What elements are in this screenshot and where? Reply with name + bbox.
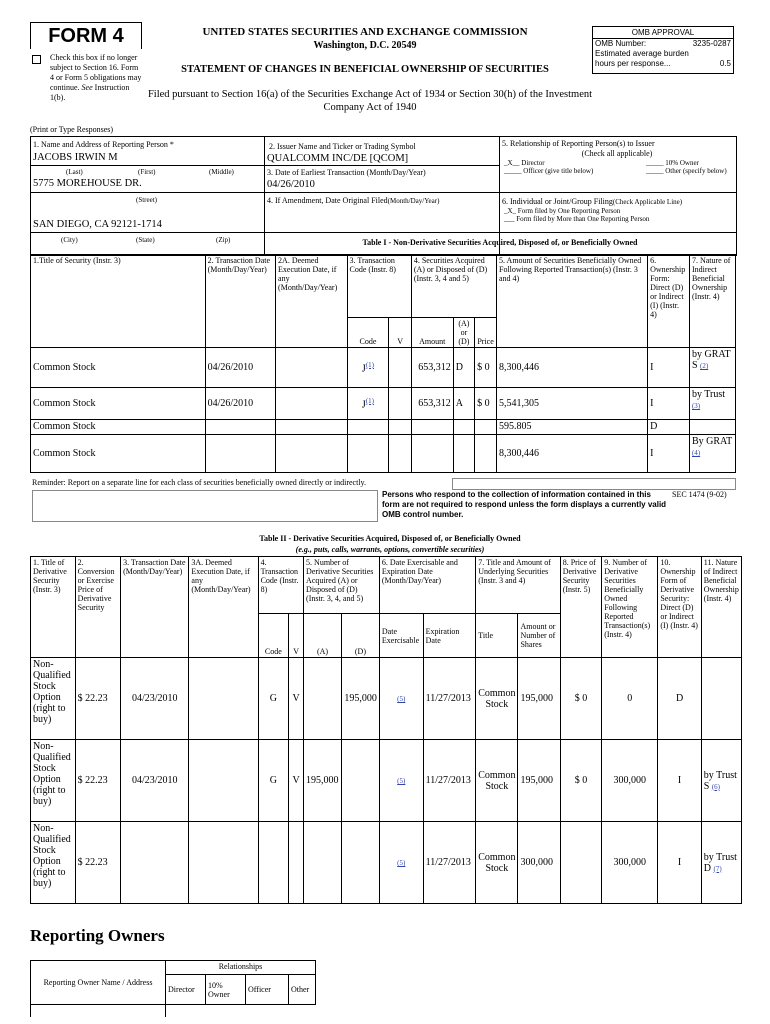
checkbox-instruction: Instruction 1(b).: [50, 83, 130, 102]
t2-header-underlying: 7. Title and Amount of Underlying Securities (Instr. 3 and 4): [476, 557, 560, 614]
t2-cell-d: [341, 822, 379, 904]
no-longer-subject-checkbox[interactable]: [32, 55, 41, 64]
t2-header-owned: 9. Number of Derivative Securities Beneficially Owned Following Reported Transaction(s) (Instr. 4): [602, 557, 658, 658]
sec-code: SEC 1474 (9-02): [672, 490, 727, 499]
table-derivative: [30, 556, 742, 904]
t2-cell-title: Common Stock: [476, 822, 518, 904]
t1-cell-deemed: [276, 420, 347, 435]
filed-by-one[interactable]: _X_ Form filed by One Reporting Person: [504, 207, 621, 215]
t1-cell-code: [347, 435, 389, 473]
t1-cell-deemed: [276, 348, 347, 388]
t2-cell-deemed: [189, 740, 258, 822]
t2-cell-date: [121, 822, 189, 904]
t2-cell-shares: 195,000: [518, 658, 560, 740]
t2-cell-owned: 0: [602, 658, 658, 740]
t1-cell-v: [389, 348, 411, 388]
box6-small: (Check Applicable Line): [612, 198, 683, 206]
relationships-header: Relationships: [166, 961, 316, 975]
t1-cell-nature: [689, 435, 735, 473]
t2-cell-exercisable: [379, 740, 423, 822]
table-row: [31, 348, 736, 388]
t1-cell-aord: [453, 435, 474, 473]
t1-nature-value: by GRAT S: [691, 349, 731, 371]
statement-title: STATEMENT OF CHANGES IN BENEFICIAL OWNERSHIP OF SECURITIES: [181, 64, 549, 75]
t1-cell-aord: A: [453, 388, 474, 420]
ten-pct-header: 10% Owner: [206, 975, 246, 1005]
t2-header-nature: 11. Nature of Indirect Beneficial Ownership (Instr. 4): [701, 557, 741, 658]
filed-pursuant: Filed pursuant to Section 16(a) of the Securities Exchange Act of 1934 or Section 30(h) of the Investment Company Act of 1940: [147, 89, 593, 113]
t1-cell-date: 04/26/2010: [205, 388, 275, 420]
t1-sub-v: V: [389, 318, 411, 348]
t2-cell-deemed: [189, 658, 258, 740]
t2-cell-shares: 195,000: [518, 740, 560, 822]
table2-title: Table II - Derivative Securities Acquired, Disposed of, or Beneficially Owned: [259, 534, 521, 543]
t2-cell-deemed: [189, 822, 258, 904]
omb-number-label: OMB Number:: [595, 39, 647, 48]
t2-cell-dprice: $ 0: [560, 658, 602, 740]
earliest-date: 04/26/2010: [267, 179, 315, 190]
omb-hours: 0.5: [719, 59, 731, 68]
t2-cell-a: [304, 822, 342, 904]
t1-header-deemed: 2A. Deemed Execution Date, if any (Month/Day/Year): [276, 255, 347, 348]
t1-cell-form: I: [648, 388, 690, 420]
reminder-text: Reminder: Report on a separate line for each class of securities beneficially owned directly or indirectly.: [32, 478, 367, 487]
table2-subtitle: (e.g., puts, calls, warrants, options, convertible securities): [295, 545, 485, 554]
t1-cell-nature: [689, 388, 735, 420]
t2-cell-security: Non-Qualified Stock Option (right to buy): [31, 658, 76, 740]
t1-cell-price: $ 0: [475, 388, 497, 420]
reporting-owners-table: [30, 960, 316, 1017]
t2-cell-price: $ 22.23: [75, 822, 120, 904]
t2-cell-exercisable: [379, 822, 423, 904]
box3-label: 3. Date of Earliest Transaction (Month/Day/Year): [267, 168, 426, 177]
t1-header-nature: 7. Nature of Indirect Beneficial Ownership (Instr. 4): [689, 255, 735, 348]
t1-nature-value: By GRAT: [691, 436, 733, 447]
table-row: [31, 822, 742, 904]
t1-code-value: J: [361, 363, 366, 375]
agency-city: Washington, D.C. 20549: [313, 40, 417, 51]
t1-nature-value: by Trust: [691, 389, 726, 400]
table-row: [31, 740, 742, 822]
checkbox-text: Check this box if no longer subject to Section 16. Form 4 or Form 5 obligations may continue.: [50, 53, 142, 92]
t2-cell-a: [304, 658, 342, 740]
t1-cell-owned: 8,300,446: [497, 348, 648, 388]
filed-by-more[interactable]: ___ Form filed by More than One Reporting Person: [504, 215, 650, 223]
omb-number: 3235-0287: [692, 39, 731, 48]
t2-cell-owned: 300,000: [602, 740, 658, 822]
t1-cell-owned: 8,300,446: [497, 435, 648, 473]
t2-sub-code: Code: [258, 614, 289, 658]
t2-cell-date: 04/23/2010: [121, 740, 189, 822]
box4-label: 4. If Amendment, Date Original Filed: [267, 196, 388, 205]
footnote-link[interactable]: (3): [691, 402, 701, 410]
t2-cell-d: [341, 740, 379, 822]
footnote-link[interactable]: (1): [365, 360, 374, 369]
officer-check[interactable]: _____ Officer (give title below): [504, 167, 594, 175]
box5-sub: (Check all applicable): [581, 149, 653, 158]
t2-cell-form: D: [658, 658, 701, 740]
omb-hours-label: hours per response...: [595, 59, 671, 68]
t1-cell-deemed: [276, 388, 347, 420]
footnote-link[interactable]: (5): [397, 777, 406, 785]
reporting-city: SAN DIEGO, CA 92121-1714: [33, 219, 162, 230]
t1-cell-code: [347, 420, 389, 435]
t2-cell-title: Common Stock: [476, 658, 518, 740]
t1-cell-security: Common Stock: [31, 388, 206, 420]
t2-sub-v: V: [289, 614, 304, 658]
t2-cell-v: V: [289, 658, 304, 740]
owner-name-header: Reporting Owner Name / Address: [31, 961, 166, 1005]
t2-cell-code: [258, 822, 289, 904]
table-row: [31, 658, 742, 740]
t2-cell-price: $ 22.23: [75, 740, 120, 822]
t2-header-conversion: 2. Conversion or Exercise Price of Derivative Security: [75, 557, 120, 658]
omb-title: OMB APPROVAL: [593, 27, 733, 39]
t2-cell-date: 04/23/2010: [121, 658, 189, 740]
t1-header-title: 1.Title of Security (Instr. 3): [31, 255, 206, 348]
t2-nature-value: by Trust S: [703, 769, 737, 792]
box1-label: 1. Name and Address of Reporting Person *: [33, 140, 174, 149]
no-longer-subject-block: [32, 53, 142, 103]
persons-notice: Persons who respond to the collection of information contained in this form are not required to respond unless the form displays a currently valid OMB control number.: [382, 490, 667, 519]
t2-cell-security: Non-Qualified Stock Option (right to buy): [31, 822, 76, 904]
t2-cell-dprice: $ 0: [560, 740, 602, 822]
t1-header-code: 3. Transaction Code (Instr. 8): [347, 255, 411, 318]
footnote-link[interactable]: (5): [397, 859, 406, 867]
t1-header-acquired: 4. Securities Acquired (A) or Disposed of (D) (Instr. 3, 4 and 5): [411, 255, 496, 318]
t2-sub-d: (D): [341, 614, 379, 658]
t1-cell-v: [389, 435, 411, 473]
t2-cell-title: Common Stock: [476, 740, 518, 822]
t1-cell-date: 04/26/2010: [205, 348, 275, 388]
director-check[interactable]: _X__ Director: [504, 159, 545, 167]
street-label: (Street): [136, 196, 157, 204]
t2-cell-nature: [701, 740, 741, 822]
t2-sub-exercisable: Date Exercisable: [379, 614, 423, 658]
last-label: (Last): [66, 168, 83, 176]
t2-header-deemed: 3A. Deemed Execution Date, if any (Month/Day/Year): [189, 557, 258, 658]
t2-cell-owned: 300,000: [602, 822, 658, 904]
box4-small: (Month/Day/Year): [387, 197, 440, 205]
box6-label: 6. Individual or Joint/Group Filing: [502, 197, 613, 206]
omb-burden: Estimated average burden: [595, 49, 689, 58]
t2-cell-code: G: [258, 740, 289, 822]
t2-cell-price: $ 22.23: [75, 658, 120, 740]
other-header: Other: [289, 975, 316, 1005]
reminder-box-left: [32, 490, 378, 522]
reporting-street: 5775 MOREHOUSE DR.: [33, 178, 142, 189]
t2-header-price: 8. Price of Derivative Security (Instr. 5): [560, 557, 602, 658]
t1-sub-price: Price: [475, 318, 497, 348]
t1-cell-price: [475, 420, 497, 435]
footnote-link[interactable]: (6): [711, 782, 721, 791]
t1-cell-nature: [689, 420, 735, 435]
t1-sub-amount: Amount: [411, 318, 453, 348]
t1-code-value: J: [361, 399, 366, 411]
t2-sub-expiration: Expiration Date: [423, 614, 476, 658]
t1-cell-aord: D: [453, 348, 474, 388]
director-header: Director: [166, 975, 206, 1005]
t2-header-title: 1. Title of Derivative Security (Instr. 3): [31, 557, 76, 658]
t1-cell-form: I: [648, 348, 690, 388]
t1-cell-amount: 653,312: [411, 388, 453, 420]
t1-cell-deemed: [276, 435, 347, 473]
t2-cell-form: I: [658, 740, 701, 822]
t1-cell-code: [347, 348, 389, 388]
reporting-person-name: JACOBS IRWIN M: [33, 152, 118, 163]
t1-sub-code: Code: [347, 318, 389, 348]
t1-cell-owned: 595.805: [497, 420, 648, 435]
table-non-derivative: [30, 254, 736, 473]
t2-sub-amount: Amount or Number of Shares: [518, 614, 560, 658]
t1-cell-security: Common Stock: [31, 348, 206, 388]
t2-cell-code: G: [258, 658, 289, 740]
checkbox-see: See: [81, 83, 93, 92]
officer-header: Officer: [246, 975, 289, 1005]
t2-cell-v: [289, 822, 304, 904]
table-row: [31, 420, 736, 435]
t1-header-date: 2. Transaction Date (Month/Day/Year): [205, 255, 275, 348]
print-type-note: (Print or Type Responses): [30, 125, 114, 134]
t2-cell-expiration: 11/27/2013: [423, 658, 476, 740]
t2-sub-title: Title: [476, 614, 518, 658]
t2-cell-security: Non-Qualified Stock Option (right to buy): [31, 740, 76, 822]
t2-cell-v: V: [289, 740, 304, 822]
t1-cell-amount: 653,312: [411, 348, 453, 388]
t1-cell-form: I: [648, 435, 690, 473]
t2-cell-shares: 300,000: [518, 822, 560, 904]
t1-cell-price: $ 0: [475, 348, 497, 388]
middle-label: (Middle): [209, 168, 234, 176]
t1-cell-aord: [453, 420, 474, 435]
t1-sub-aord: (A) or (D): [453, 318, 474, 348]
t2-cell-form: I: [658, 822, 701, 904]
footnote-link[interactable]: (4): [691, 449, 701, 457]
city-label: (City): [61, 236, 78, 244]
t1-cell-owned: 5,541,305: [497, 388, 648, 420]
t2-header-exercisable: 6. Date Exercisable and Expiration Date (Month/Day/Year): [379, 557, 475, 614]
reminder-box-right: [452, 478, 736, 490]
agency-title: UNITED STATES SECURITIES AND EXCHANGE COMMISSION: [202, 26, 528, 38]
t2-cell-exercisable: [379, 658, 423, 740]
t1-cell-form: D: [648, 420, 690, 435]
t1-cell-v: [389, 420, 411, 435]
t1-cell-date: [205, 420, 275, 435]
footnote-link[interactable]: (7): [713, 864, 722, 873]
form-title: FORM 4: [48, 25, 124, 47]
zip-label: (Zip): [216, 236, 231, 244]
t2-cell-d: 195,000: [341, 658, 379, 740]
box2-label: 2. Issuer Name and Ticker or Trading Symbol: [269, 142, 416, 151]
t2-header-date: 3. Transaction Date (Month/Day/Year): [121, 557, 189, 658]
t1-cell-code: [347, 388, 389, 420]
t2-cell-nature: [701, 822, 741, 904]
other-check[interactable]: _____ Other (specify below): [646, 167, 727, 175]
table1-title: Table I - Non-Derivative Securities Acquired, Disposed of, or Beneficially Owned: [362, 238, 638, 247]
t1-cell-date: [205, 435, 275, 473]
t2-sub-a: (A): [304, 614, 342, 658]
t2-cell-a: 195,000: [304, 740, 342, 822]
t1-cell-price: [475, 435, 497, 473]
footnote-link[interactable]: (5): [397, 695, 406, 703]
issuer-name: QUALCOMM INC/DE [QCOM]: [267, 153, 409, 164]
omb-approval-box: [592, 26, 734, 74]
t1-header-form: 6. Ownership Form: Direct (D) or Indirect (I) (Instr. 4): [648, 255, 690, 348]
t1-cell-v: [389, 388, 411, 420]
t2-cell-expiration: 11/27/2013: [423, 822, 476, 904]
table-row: [31, 388, 736, 420]
form-header: [30, 22, 142, 49]
t2-header-number: 5. Number of Derivative Securities Acquired (A) or Disposed of (D) (Instr. 3, 4, and 5): [304, 557, 380, 614]
reporting-block: [30, 136, 737, 256]
t2-header-form: 10. Ownership Form of Derivative Security: Direct (D) or Indirect (I) (Instr. 4): [658, 557, 701, 658]
footnote-link[interactable]: (2): [700, 362, 709, 370]
t2-cell-dprice: [560, 822, 602, 904]
t2-cell-expiration: 11/27/2013: [423, 740, 476, 822]
box5-label: 5. Relationship of Reporting Person(s) to Issuer: [502, 139, 655, 148]
t2-header-code: 4. Transaction Code (Instr. 8): [258, 557, 303, 614]
first-label: (First): [138, 168, 156, 176]
state-label: (State): [136, 236, 155, 244]
t1-header-owned: 5. Amount of Securities Beneficially Owned Following Reported Transaction(s) (Instr. 3 and 4): [497, 255, 648, 348]
t1-cell-amount: [411, 435, 453, 473]
t1-cell-security: Common Stock: [31, 435, 206, 473]
footnote-link[interactable]: (1): [365, 396, 374, 405]
ten-pct-check[interactable]: _____ 10% Owner: [646, 159, 699, 167]
t1-cell-amount: [411, 420, 453, 435]
table-row: [31, 435, 736, 473]
t1-cell-nature: [689, 348, 735, 388]
t2-nature-value: by Trust D: [703, 851, 737, 874]
reporting-owners-title: Reporting Owners: [30, 926, 165, 945]
t2-cell-nature: [701, 658, 741, 740]
t1-cell-security: Common Stock: [31, 420, 206, 435]
